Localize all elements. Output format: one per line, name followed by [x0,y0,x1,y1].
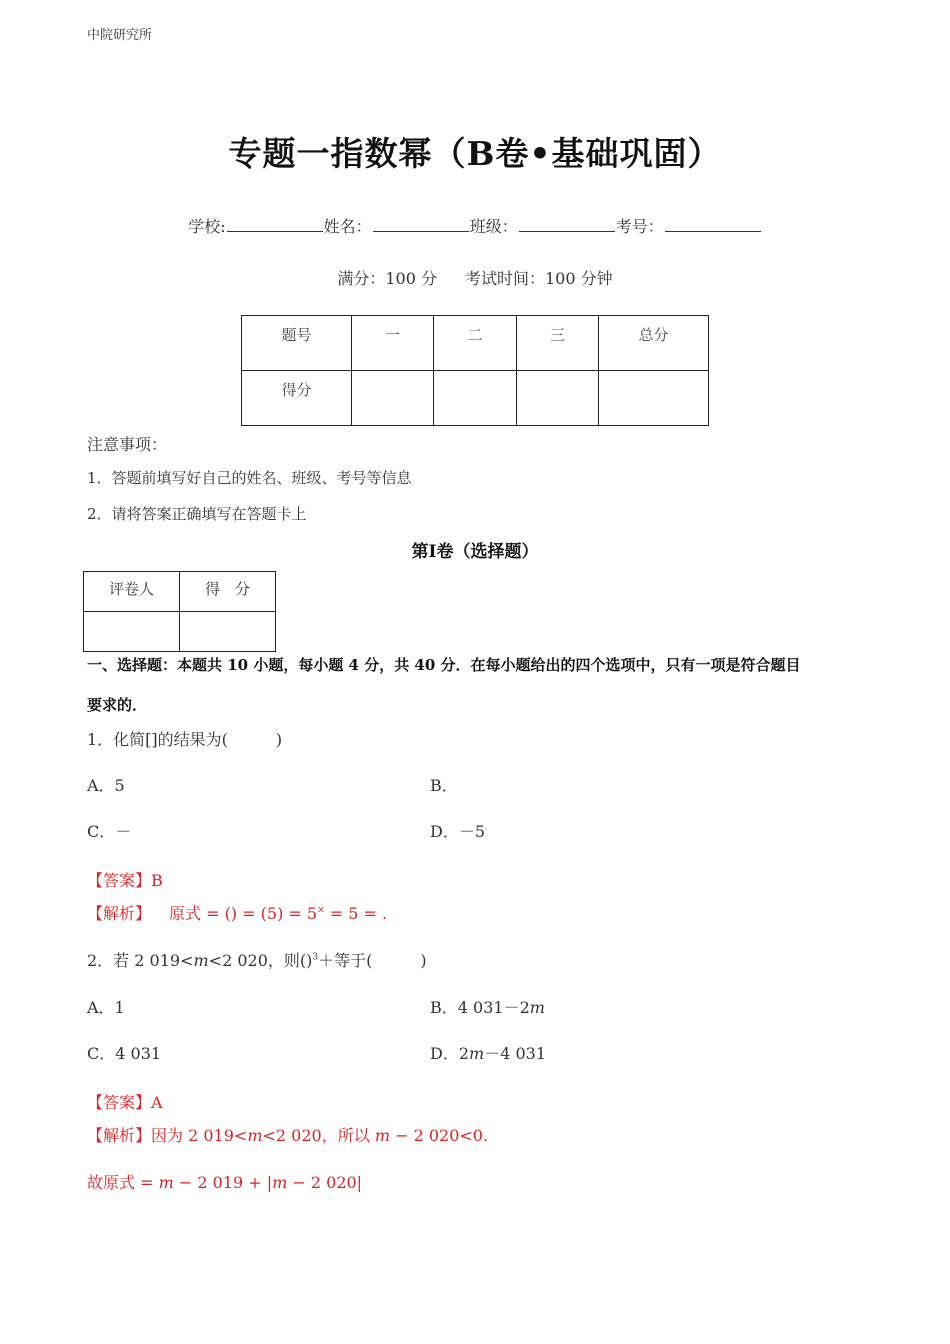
answer-label: 【答案】 [87,1093,152,1112]
q1-option-a[interactable]: A．5 [87,776,125,795]
q1-answer [87,868,163,891]
score-table-score-row [242,371,709,426]
analysis-label: 【解析】 [87,1126,152,1145]
student-info-line [0,214,950,237]
grader-empty-row [84,612,276,652]
score-cell[interactable] [517,371,599,426]
analysis-variable: m [247,1126,263,1145]
answer-value: A [151,1093,163,1112]
stem-text: 2．若 2 019< [87,951,194,970]
analysis-variable: m [374,1126,390,1145]
option-variable: m [469,1044,485,1063]
analysis-tail: = 5 = . [324,904,388,923]
grader-cell[interactable] [180,612,276,652]
analysis-text: 原式 = () = (5) = 5 [169,904,318,923]
analysis-text: − 2 020<0. [389,1126,489,1145]
score-header-cell: 一 [352,316,434,371]
conclusion-variable: m [158,1173,174,1192]
school-label: 学校: [188,217,226,236]
answer-value: B [151,871,163,890]
analysis-sup: × [317,905,325,916]
score-time-line [0,266,950,289]
conclusion-text: − 2 019 + | [173,1173,273,1192]
q2-conclusion [87,1170,362,1193]
analysis-label: 【解析】 [87,904,152,923]
analysis-text: <2 020，所以 [262,1126,375,1145]
name-label: 姓名： [323,217,372,236]
exam-no-blank[interactable] [665,217,761,232]
class-label: 班级： [469,217,518,236]
page-title: 专题一指数幂（B卷•基础巩固） [228,134,722,173]
exam-time: 考试时间：100 分钟 [465,269,613,288]
option-text: B．4 031－2 [430,998,530,1017]
conclusion-text: 故原式 = [87,1173,159,1192]
q2-answer [87,1090,163,1113]
notes-heading: 注意事项： [87,435,168,454]
grader-cell[interactable] [84,612,180,652]
q2-option-d[interactable] [430,1041,546,1064]
class-blank[interactable] [519,217,615,232]
grader-header-cell: 评卷人 [84,572,180,612]
score-cell[interactable] [599,371,709,426]
full-score: 满分：100 分 [337,269,437,288]
question-1-stem: 1．化简[]的结果为( ) [87,730,283,749]
header-org: 中院研究所 [87,28,153,43]
answer-label: 【答案】 [87,871,152,890]
grader-header-row [84,572,276,612]
note-item: 2．请将答案正确填写在答题卡上 [87,505,307,523]
q1-option-b[interactable]: B． [430,776,458,795]
option-text: －4 031 [484,1044,546,1063]
question-2-stem [87,948,427,971]
stem-sup: 3 [312,952,319,963]
q2-option-b[interactable] [430,995,545,1018]
option-text: D．2 [430,1044,470,1063]
grader-header-cell: 得 分 [180,572,276,612]
score-header-cell: 题号 [242,316,352,371]
score-cell[interactable] [434,371,517,426]
q2-analysis [87,1123,488,1146]
q2-option-a[interactable]: A．1 [87,998,125,1017]
score-row-label: 得分 [242,371,352,426]
section-title: 第Ⅰ卷（选择题） [411,542,539,562]
grader-table [83,571,276,652]
score-header-cell: 总分 [599,316,709,371]
q1-option-c[interactable]: C．－ [87,822,132,841]
conclusion-text: − 2 020| [287,1173,363,1192]
stem-text: ＋等于( ) [318,951,427,970]
part-one-heading-cont: 要求的． [87,696,148,714]
name-blank[interactable] [373,217,469,232]
score-header-cell: 二 [434,316,517,371]
part-one-heading: 一、选择题：本题共 10 小题，每小题 4 分，共 40 分．在每小题给出的四个选项中，只有一项是符合题目 [87,656,801,674]
q1-analysis [87,901,387,924]
analysis-text: 因为 2 019< [151,1126,248,1145]
score-cell[interactable] [352,371,434,426]
exam-no-label: 考号： [615,217,664,236]
score-table-header-row [242,316,709,371]
score-header-cell: 三 [517,316,599,371]
school-blank[interactable] [227,217,323,232]
score-table [241,315,709,426]
option-variable: m [529,998,545,1017]
q1-option-d[interactable]: D．－5 [430,822,486,841]
q2-option-c[interactable]: C．4 031 [87,1044,162,1063]
note-item: 1．答题前填写好自己的姓名、班级、考号等信息 [87,469,412,487]
stem-variable: m [193,951,209,970]
stem-text: <2 020，则() [208,951,313,970]
conclusion-variable: m [272,1173,288,1192]
